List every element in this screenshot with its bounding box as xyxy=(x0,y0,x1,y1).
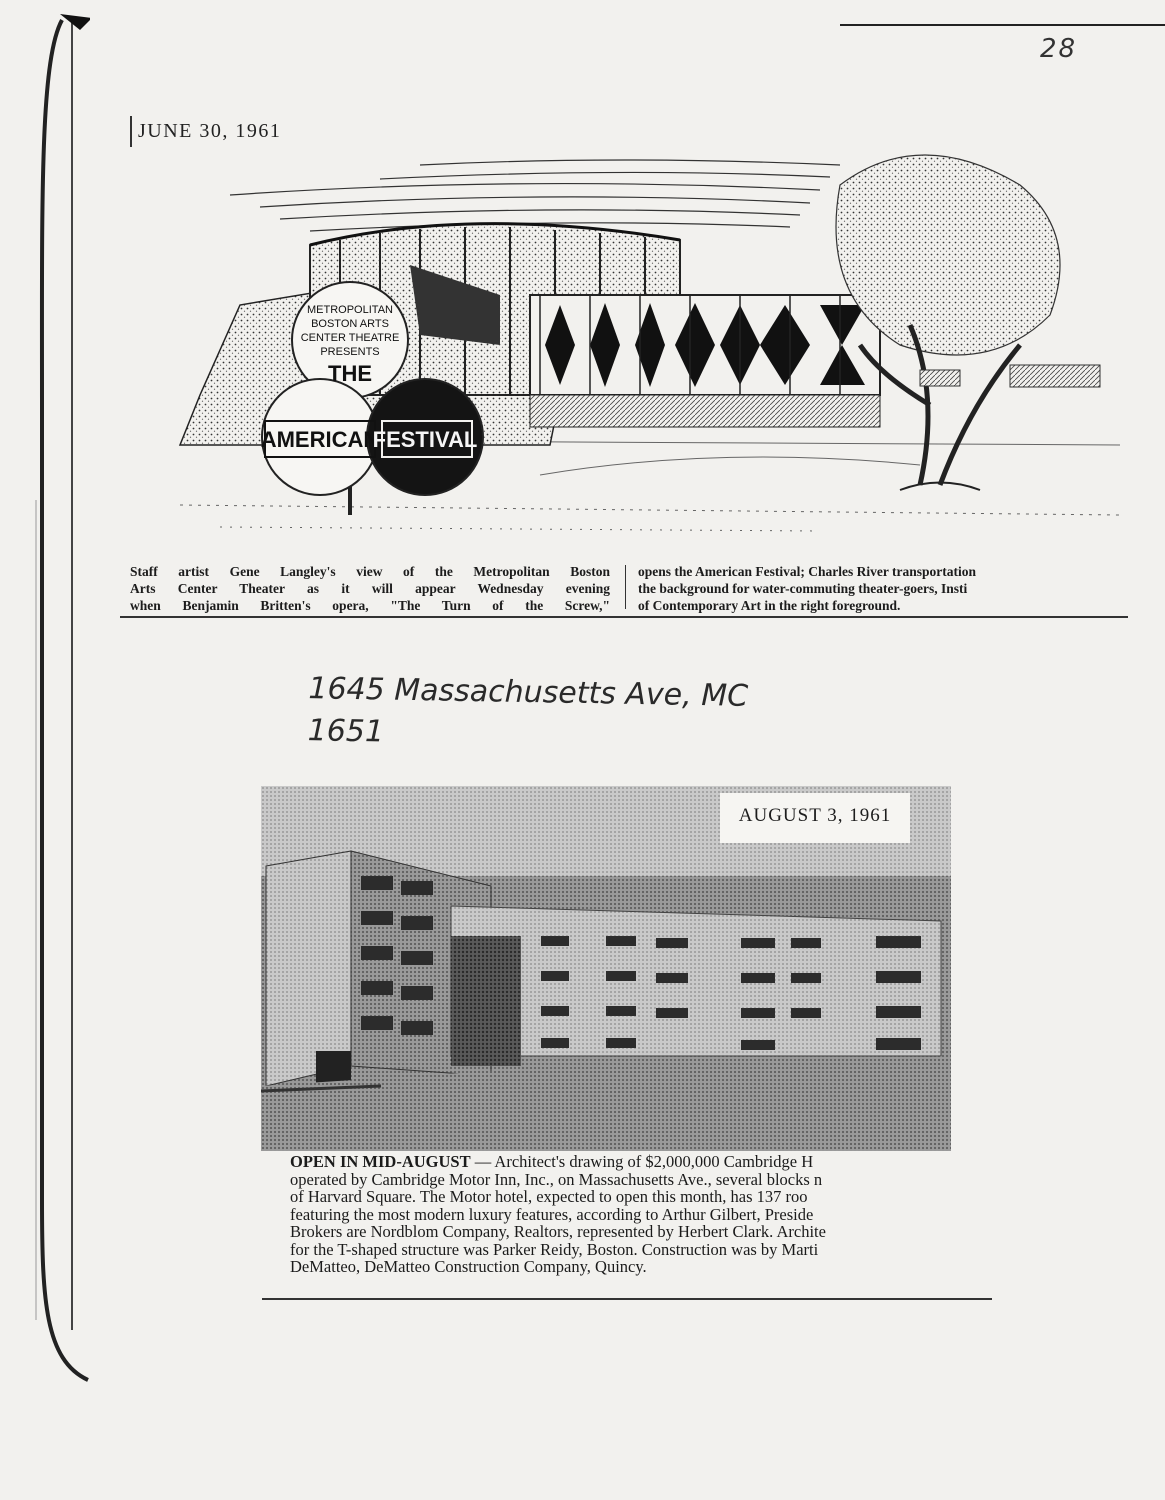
theater-illustration xyxy=(120,145,1130,555)
caption2-line: featuring the most modern luxury features, according to Arthur Gilbert, Preside xyxy=(290,1204,814,1224)
handwritten-note xyxy=(307,668,748,760)
caption-right-line: the background for water-commuting theater-goers, Insti xyxy=(638,581,968,596)
sign-american: AMERICAN xyxy=(260,427,380,452)
sign-line-3: CENTER THEATRE xyxy=(300,332,400,344)
top-edge-line xyxy=(840,24,1165,26)
clipping2-date: AUGUST 3, 1961 xyxy=(720,793,910,843)
caption2-line: for the T-shaped structure was Parker Reidy, Boston. Construction was by Marti xyxy=(290,1239,819,1259)
clipping2-bottom-rule xyxy=(262,1298,992,1300)
caption-divider xyxy=(625,565,626,609)
sign-festival: FESTIVAL xyxy=(372,427,478,452)
sign-line-1: METROPOLITAN xyxy=(307,304,393,316)
clipping1-caption xyxy=(130,563,1120,613)
page-number: 28 xyxy=(1040,34,1078,64)
caption-left-column xyxy=(130,563,610,614)
sign-line-4: PRESENTS xyxy=(320,346,380,358)
handwritten-line-2: 1651 xyxy=(307,713,385,750)
caption-right-line: opens the American Festival; Charles River transportation xyxy=(638,564,976,579)
clipping2-headline: OPEN IN MID-AUGUST xyxy=(290,1153,471,1171)
handwritten-line-1: 1645 Massachusetts Ave, MC xyxy=(308,671,749,714)
caption2-line: operated by Cambridge Motor Inn, Inc., on Massachusetts Ave., several blocks n xyxy=(290,1169,823,1189)
caption-left-line: Staff artist Gene Langley's view of the Metropolitan Boston xyxy=(130,564,610,579)
caption2-line: — Architect's drawing of $2,000,000 Cambridge H xyxy=(470,1153,814,1171)
caption-left-line: Arts Center Theater as it will appear Wednesday evening xyxy=(130,581,610,596)
clipping1-bottom-rule xyxy=(120,616,1128,618)
caption-left-line: when Benjamin Britten's opera, "The Turn of the Screw," xyxy=(130,598,610,613)
clipping2-caption xyxy=(290,1153,960,1276)
caption-right-line: of Contemporary Art in the right foreground. xyxy=(638,598,901,613)
sign-line-2: BOSTON ARTS xyxy=(311,318,389,330)
binder-edge xyxy=(0,0,90,1500)
caption2-line: Brokers are Nordblom Company, Realtors, represented by Herbert Clark. Archite xyxy=(290,1222,826,1241)
caption2-line: of Harvard Square. The Motor hotel, expected to open this month, has 137 roo xyxy=(290,1187,808,1206)
sign-line-5: THE xyxy=(328,361,372,386)
clipping1-date: JUNE 30, 1961 xyxy=(130,116,287,147)
caption-right-column xyxy=(638,563,1118,614)
caption2-line: DeMatteo, DeMatteo Construction Company, Quincy. xyxy=(290,1257,647,1276)
